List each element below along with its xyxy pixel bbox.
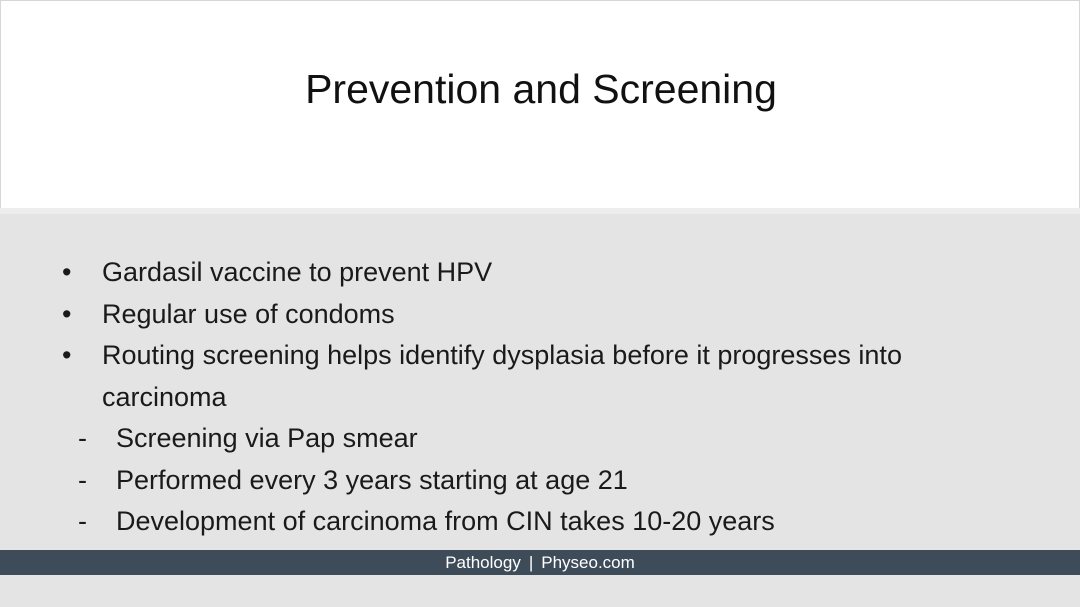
bullet-item (62, 294, 1022, 336)
bullet-item (62, 252, 1022, 294)
sub-bullet-marker: - (78, 423, 87, 453)
bullet-text: Regular use of condoms (102, 298, 395, 329)
slide-title: Prevention and Screening (305, 66, 777, 112)
sub-bullet-text: Development of carcinoma from CIN takes 10-20 years (116, 506, 775, 536)
title-panel (0, 0, 1080, 210)
bullet-text: Gardasil vaccine to prevent HPV (102, 257, 493, 287)
slide-body (0, 214, 1080, 550)
footer-subject: Pathology (445, 553, 521, 572)
sub-bullet-item (62, 460, 1022, 502)
bullet-marker: • (62, 298, 72, 329)
bullet-marker: • (62, 257, 72, 287)
bullet-list (62, 252, 1022, 543)
bottom-strip (0, 575, 1080, 607)
sub-bullet-text: Performed every 3 years starting at age 21 (116, 464, 628, 495)
sub-bullet-marker: - (78, 506, 87, 536)
bullet-item (62, 335, 1022, 543)
sub-bullet-text: Screening via Pap smear (116, 423, 418, 453)
bullet-marker: • (62, 340, 72, 370)
sub-bullet-item (62, 418, 1022, 460)
footer-bar (0, 550, 1080, 575)
footer-separator: | (528, 553, 534, 572)
footer-site: Physeo.com (541, 553, 635, 572)
sub-bullet-item (62, 501, 1022, 543)
sub-bullet-list (62, 418, 1022, 543)
sub-bullet-marker: - (78, 464, 87, 495)
bullet-text: Routing screening helps identify dysplasia before it progresses into carcinoma (102, 340, 902, 412)
